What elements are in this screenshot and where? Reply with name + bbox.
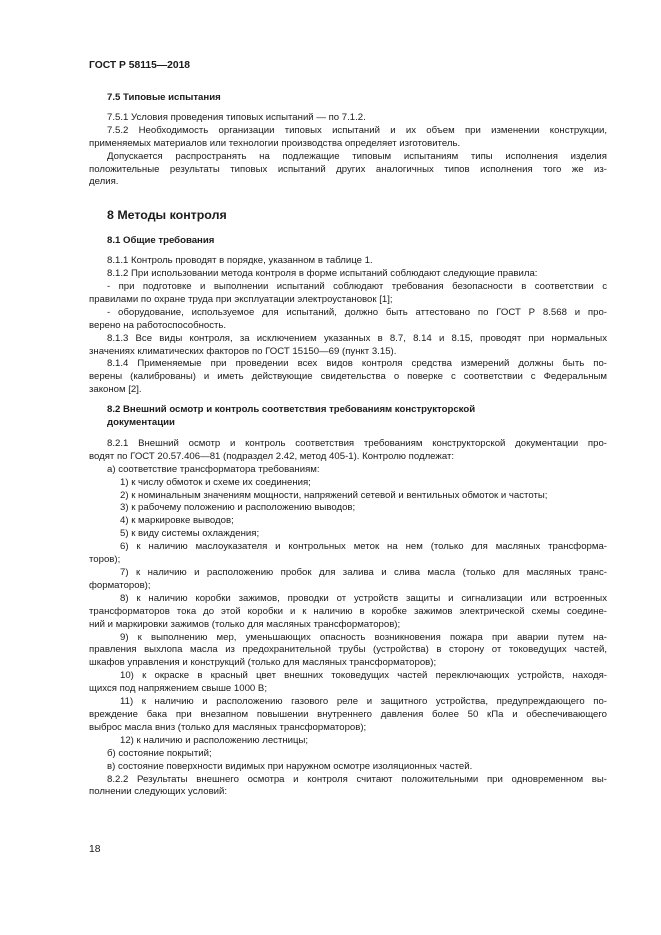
- paragraph-7-5-2: 7.5.2 Необходимость организации типовых испытаний и их объем при изменении конструкции, применяемых материалов или технологии производства определяет изготовитель.: [89, 124, 607, 149]
- list-item-1: 1) к числу обмоток и схеме их соединения;: [120, 476, 311, 488]
- document-header: ГОСТ Р 58115—2018: [89, 60, 191, 71]
- page-content: [89, 92, 607, 799]
- paragraph-7-5-1: 7.5.1 Условия проведения типовых испытаний — по 7.1.2.: [107, 111, 366, 123]
- list-item-2: 2) к номинальным значениям мощности, напряжений сетевой и вентильных обмоток и частоты;: [120, 489, 548, 501]
- paragraph-8-1-1: 8.1.1 Контроль проводят в порядке, указанном в таблице 1.: [107, 255, 373, 267]
- section-8-title: 8 Методы контроля: [107, 208, 227, 223]
- paragraph-8-2-2: 8.2.2 Результаты внешнего осмотра и контроля считают положительными при одновременном вы- полнении следующих условий:: [89, 773, 607, 798]
- list-item-equipment: - оборудование, используемое для испытаний, должно быть аттестовано по ГОСТ Р 8.568 и про- верено на работоспособность.: [89, 306, 607, 331]
- section-8-1-title: 8.1 Общие требования: [107, 235, 215, 247]
- list-item-5: 5) к виду системы охлаждения;: [120, 528, 260, 540]
- list-item-safety: - при подготовке и выполнении испытаний соблюдают требования безопасности в соответствии с правилами по охране труда при эксплуатации электроустановок [1];: [89, 280, 607, 305]
- paragraph-8-1-4: 8.1.4 Применяемые при проведении всех видов контроля средства измерений должны быть по- верены (калиброваны) и иметь действующие свидетельства о поверке с соответствии с Федеральным законом [2].: [89, 358, 607, 396]
- list-item-3: 3) к рабочему положению и расположению выводов;: [120, 502, 356, 514]
- list-item-9: 9) к выполнению мер, уменьшающих опасность возникновения пожара при аварии путем на- правления выхлопа масла из предохранительной трубы (устройства) в сторону от токоведущих частей, шкафов управления и конструкций (только для масляных трансформаторов);: [89, 631, 607, 669]
- list-item-6: 6) к наличию маслоуказателя и контрольных меток на нем (только для масляных трансформа- торов);: [89, 541, 607, 566]
- list-item-a: а) соответствие трансформатора требованиям:: [107, 463, 320, 475]
- list-item-11: 11) к наличию и расположению газового реле и защитного устройства, предупреждающего по- вреждение бака при внезапном повышении внутреннего давления более 50 кПа и обеспечивающего выброс масла вниз (только для масляных трансформаторов);: [89, 696, 607, 733]
- paragraph-7-5-3: Допускается распространять на подлежащие типовым испытаниям типы исполнения изделия положительные результаты типовых испытаний других аналогичных типов исполнения того же из- делия.: [89, 150, 607, 188]
- section-8-2-title: 8.2 Внешний осмотр и контроль соответствия требованиям конструкторской документации: [107, 404, 476, 429]
- list-item-7: 7) к наличию и расположению пробок для залива и слива масла (только для масляных транс- форматоров);: [89, 567, 607, 591]
- list-item-10: 10) к окраске в красный цвет внешних токоведущих частей переключающих устройств, находя- щихся под напряжением свыше 1000 В;: [89, 670, 607, 695]
- paragraph-8-1-3: 8.1.3 Все виды контроля, за исключением указанных в 8.7, 8.14 и 8.15, проводят при нормальных значениях климатических факторов по ГОСТ 15150—69 (пункт 3.15).: [89, 332, 607, 357]
- paragraph-8-1-2: 8.1.2 При использовании метода контроля в форме испытаний соблюдают следующие правила:: [107, 268, 538, 280]
- list-item-c: в) состояние поверхности видимых при наружном осмотре изоляционных частей.: [107, 760, 473, 772]
- paragraph-8-2-1: 8.2.1 Внешний осмотр и контроль соответствия требованиям конструкторской документации про- водят по ГОСТ 20.57.406—81 (подраздел 2.42, метод 405-1). Контролю подлежат:: [89, 437, 607, 462]
- section-7-5-title: 7.5 Типовые испытания: [107, 92, 221, 103]
- list-item-4: 4) к маркировке выводов;: [120, 515, 234, 527]
- list-item-b: б) состояние покрытий;: [107, 747, 212, 759]
- list-item-8: 8) к наличию коробки зажимов, проводки от устройств защиты и сигнализации или встроенных трансформаторов тока до этой коробки и к наличию в коробке зажимов электрической схемы соедине- ний и маркировки зажимов (только для масляных трансформаторов);: [89, 592, 607, 630]
- list-item-12: 12) к наличию и расположению лестницы;: [120, 734, 309, 746]
- page-number: 18: [89, 844, 101, 855]
